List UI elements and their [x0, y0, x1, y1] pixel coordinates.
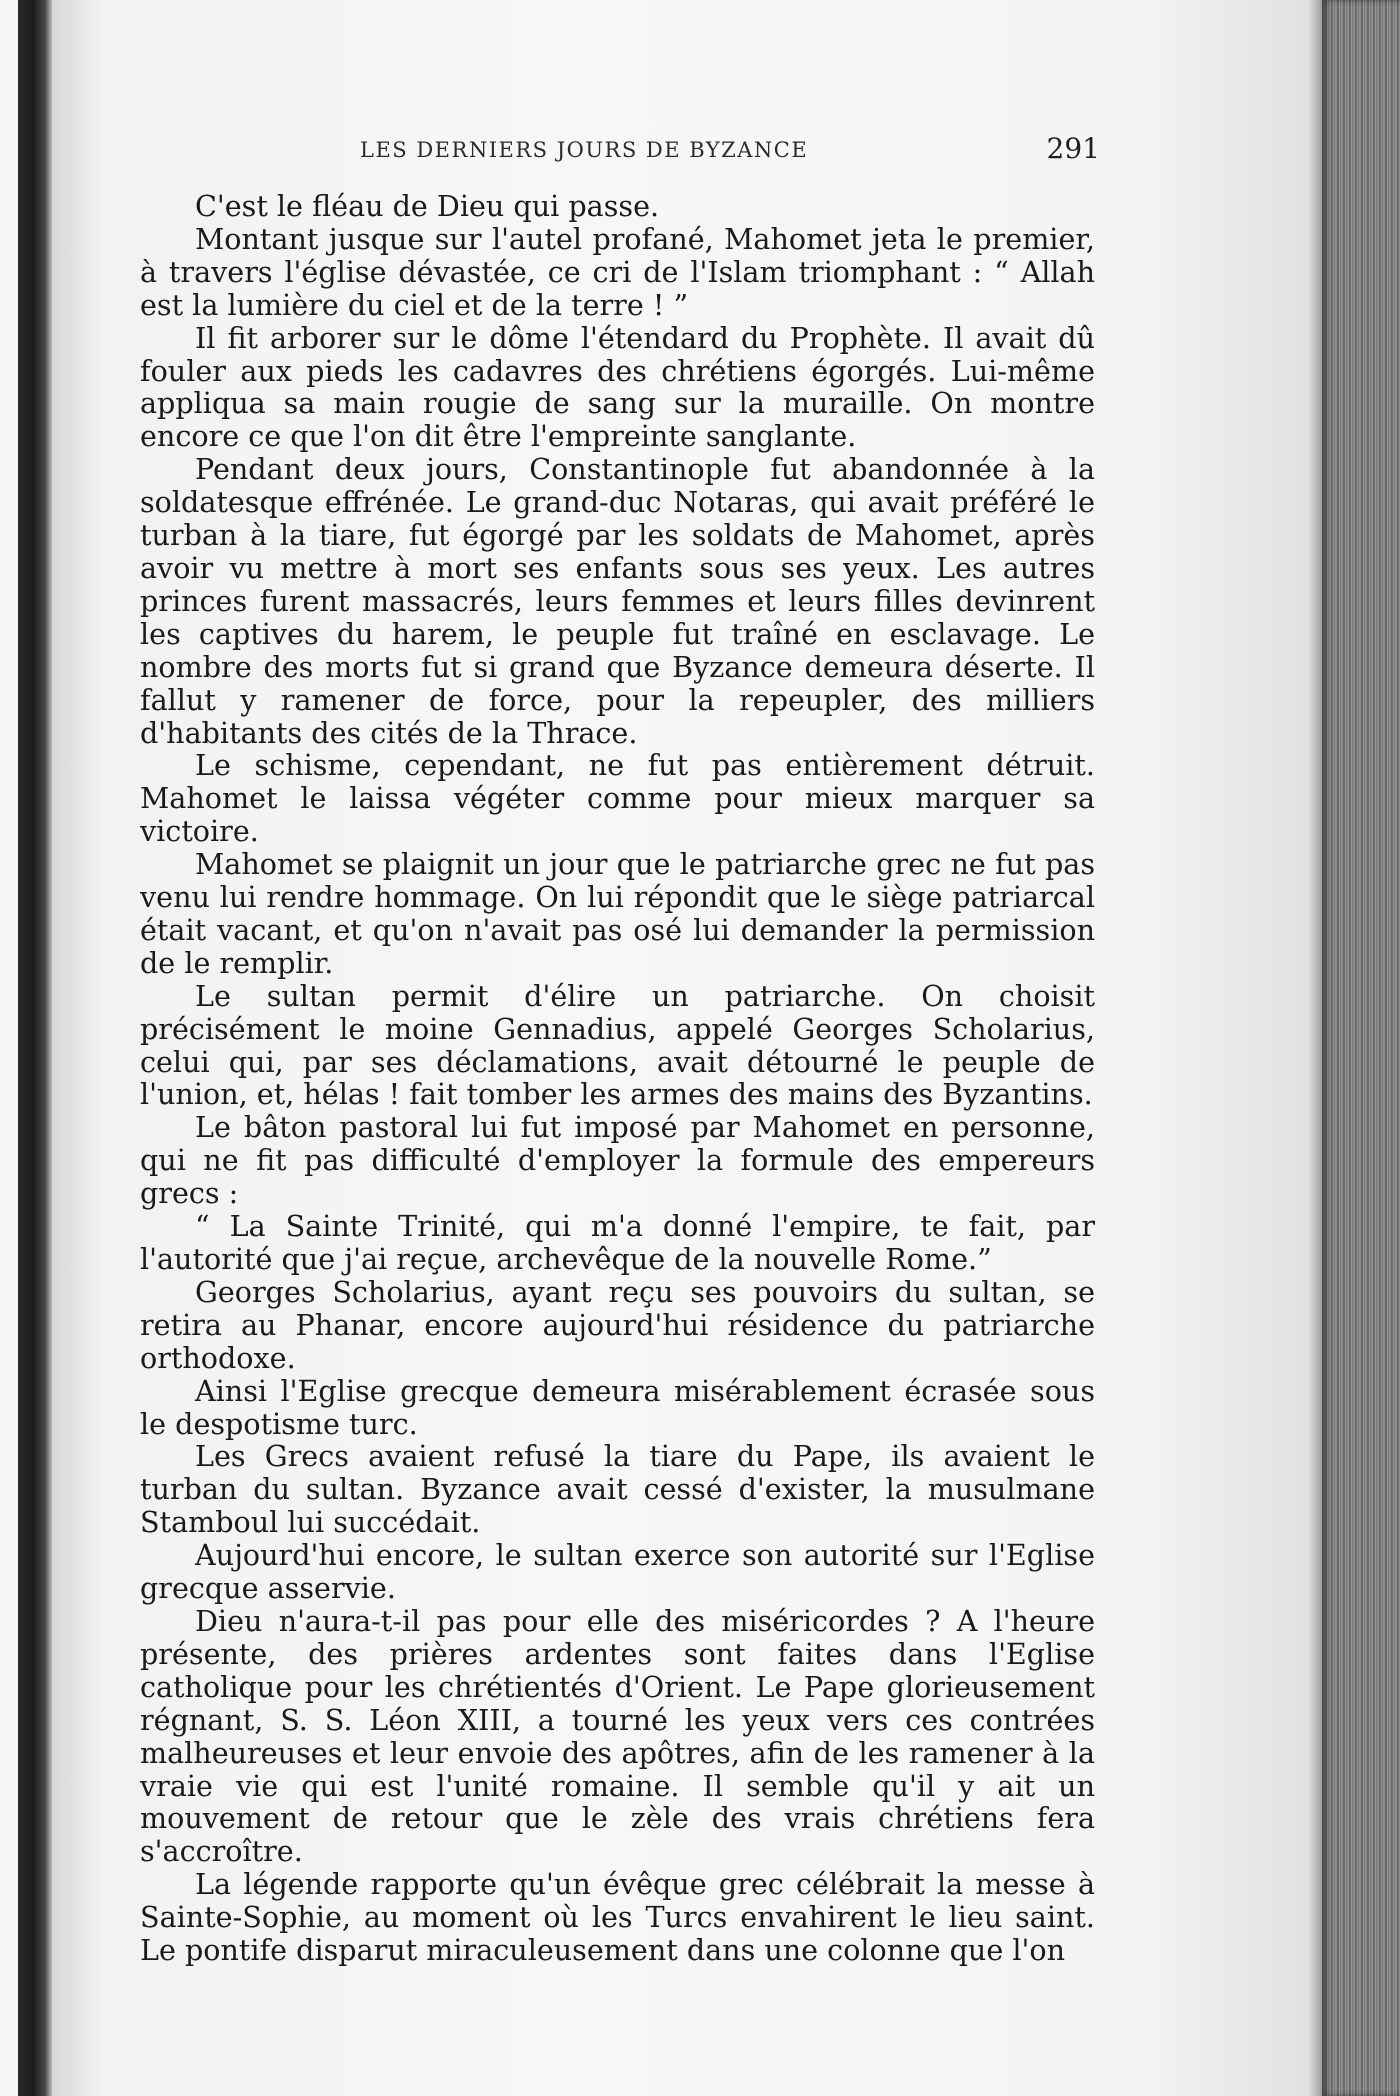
- paragraph: C'est le fléau de Dieu qui passe.: [195, 189, 660, 223]
- paragraph: Le schisme, cependant, ne fut pas entièrement détruit. Mahomet le laissa végéter comme pour mieux marquer sa victoire.: [140, 748, 1095, 849]
- paragraph: Ainsi l'Eglise grecque demeura misérablement écrasée sous le despotisme turc.: [140, 1373, 1095, 1441]
- paragraph: Le sultan permit d'élire un patriarche. On choisit précisément le moine Gennadius, appelé Georges Scholarius, celui qui, par ses déclamations, avait détourné le peuple de l'union, et, hélas ! fait tomber les armes des mains des Byzantins.: [140, 978, 1095, 1112]
- paragraph: Le bâton pastoral lui fut imposé par Mahomet en personne, qui ne fit pas difficulté d'employer la formule des empereurs grecs :: [140, 1110, 1095, 1211]
- page-header: [140, 128, 1100, 168]
- running-title: LES DERNIERS JOURS DE BYZANCE: [360, 138, 809, 162]
- page-number: 291: [1046, 132, 1100, 165]
- paragraph: Mahomet se plaignit un jour que le patriarche grec ne fut pas venu lui rendre hommage. On lui répondit que le siège patriarcal était vacant, et qu'on n'avait pas osé lui demander la permission de le remplir.: [140, 847, 1095, 980]
- book-binding-edge: [18, 0, 52, 2096]
- paragraph: Georges Scholarius, ayant reçu ses pouvoirs du sultan, se retira au Phanar, encore aujourd'hui résidence du patriarche orthodoxe.: [140, 1274, 1095, 1375]
- body-text: [140, 190, 1095, 1967]
- paragraph: Montant jusque sur l'autel profané, Mahomet jeta le premier, à travers l'église dévastée, ce cri de l'Islam triomphant : “ Allah est la lumière du ciel et de la terre ! ”: [140, 221, 1095, 322]
- page-stack-edge: [1322, 0, 1400, 2096]
- paragraph: Les Grecs avaient refusé la tiare du Pape, ils avaient le turban du sultan. Byzance avait cessé d'exister, la musulmane Stamboul lui succédait.: [140, 1439, 1095, 1540]
- paragraph: Aujourd'hui encore, le sultan exerce son autorité sur l'Eglise grecque asservie.: [140, 1538, 1095, 1606]
- quote-paragraph: “ La Sainte Trinité, qui m'a donné l'empire, te fait, par l'autorité que j'ai reçue, archevêque de la nouvelle Rome.”: [140, 1209, 1095, 1276]
- paragraph: Pendant deux jours, Constantinople fut abandonnée à la soldatesque effrénée. Le grand-duc Notaras, qui avait préféré le turban à la tiare, fut égorgé par les soldats de Mahomet, après avoir vu mettre à mort ses enfants sous ses yeux. Les autres princes furent massacrés, leurs femmes et leurs filles devinrent les captives du harem, le peuple fut traîné en esclavage. Le nombre des morts fut si grand que Byzance demeura déserte. Il fallut y ramener de force, pour la repeupler, des milliers d'habitants des cités de la Thrace.: [140, 452, 1095, 750]
- paragraph: Il fit arborer sur le dôme l'étendard du Prophète. Il avait dû fouler aux pieds les cadavres des chrétiens égorgés. Lui-même appliqua sa main rougie de sang sur la muraille. On montre encore ce que l'on dit être l'empreinte sanglante.: [140, 320, 1095, 454]
- paragraph: Dieu n'aura-t-il pas pour elle des miséricordes ? A l'heure présente, des prières ardentes sont faites dans l'Eglise catholique pour les chrétientés d'Orient. Le Pape glorieusement régnant, S. S. Léon XIII, a tourné les yeux vers ces contrées malheureuses et leur envoie des apôtres, afin de les ramener à la vraie vie qui est l'unité romaine. Il semble qu'il y ait un mouvement de retour que le zèle des vrais chrétiens fera s'accroître.: [140, 1603, 1095, 1869]
- paragraph: La légende rapporte qu'un évêque grec célébrait la messe à Sainte-Sophie, au moment où les Turcs envahirent le lieu saint. Le pontife disparut miraculeusement dans une colonne que l'on: [140, 1867, 1095, 1968]
